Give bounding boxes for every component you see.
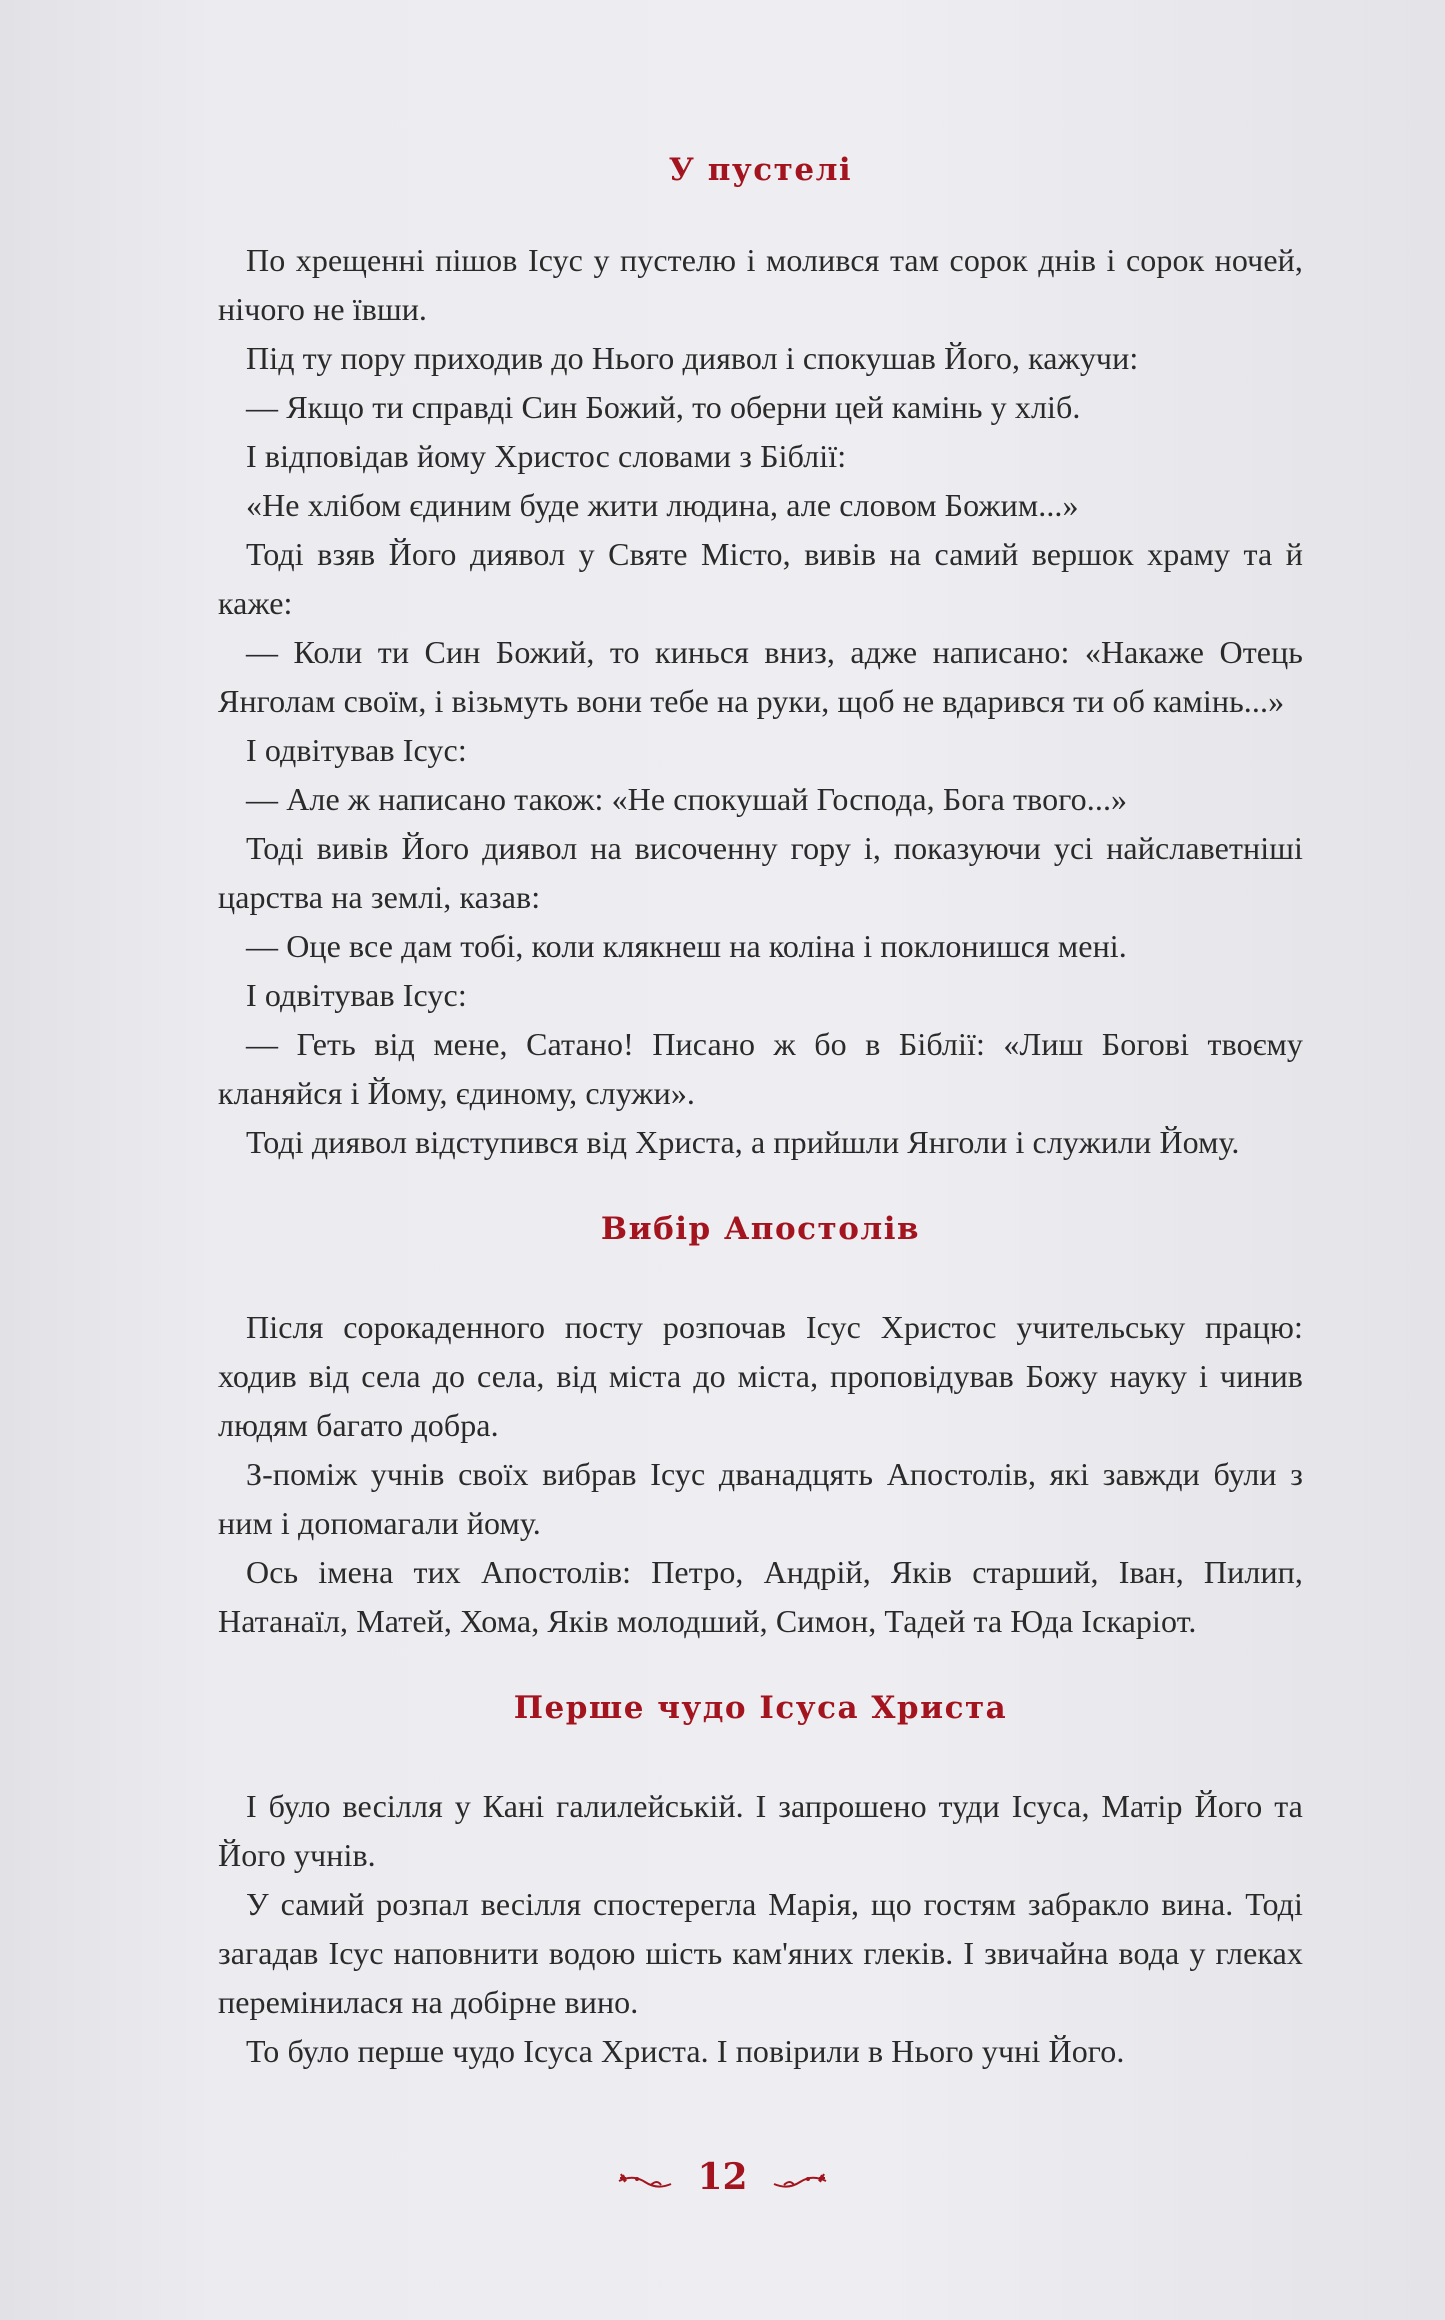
paragraph: Тоді вивів Його диявол на височенну гору і, показуючи усі найславетніші царства на землі, казав: [218, 830, 1303, 915]
section-title-apostles: Вибір Апостолів [600, 1211, 921, 1247]
section-first-miracle-body [218, 1782, 1303, 2076]
paragraph: Після сорокаденного посту розпочав Ісус Христос учительську працю: ходив від села до села, від міста до міста, проповідував Божу науку і чинив людям багато добра. [218, 1309, 1303, 1443]
section-title-desert: У пустелі [668, 152, 853, 188]
paragraph: По хрещенні пішов Ісус у пустелю і молився там сорок днів і сорок ночей, нічого не ївши. [218, 242, 1303, 327]
paragraph: Ось імена тих Апостолів: Петро, Андрій, Яків старший, Іван, Пилип, Натанаїл, Матей, Хома, Яків молодший, Симон, Тадей та Юда Іскаріот. [218, 1554, 1303, 1639]
paragraph: З-поміж учнів своїх вибрав Ісус дванадцять Апостолів, які завжди були з ним і допомагали йому. [218, 1456, 1303, 1541]
paragraph: — Оце все дам тобі, коли клякнеш на коліна і поклонишся мені. [246, 928, 1127, 964]
paragraph: Під ту пору приходив до Нього диявол і спокушав Його, кажучи: [246, 340, 1139, 376]
floral-ornament-icon [770, 2162, 830, 2192]
paragraph: — Але ж написано також: «Не спокушай Господа, Бога твого...» [246, 781, 1128, 817]
paragraph: І відповідав йому Христос словами з Біблії: [246, 438, 847, 474]
paragraph: Тоді взяв Його диявол у Святе Місто, вивів на самий вершок храму та й каже: [218, 536, 1303, 621]
paragraph: — Якщо ти справді Син Божий, то оберни цей камінь у хліб. [246, 389, 1081, 425]
paragraph: — Коли ти Син Божий, то кинься вниз, адже написано: «Накаже Отець Янголам своїм, і візьмуть вони тебе на руки, щоб не вдарився ти об камінь...» [218, 634, 1303, 719]
page-number: 12 [697, 2156, 748, 2198]
paragraph: «Не хлібом єдиним буде жити людина, але словом Божим...» [246, 487, 1079, 523]
floral-ornament-icon [615, 2162, 675, 2192]
section-apostles-body [218, 1303, 1303, 1646]
section-desert-body [218, 236, 1303, 1167]
page-number-footer [0, 2152, 1445, 2199]
section-title-first-miracle: Перше чудо Ісуса Христа [513, 1690, 1008, 1726]
paragraph: І було весілля у Кані галилейській. І запрошено туди Ісуса, Матір Його та Його учнів. [218, 1788, 1303, 1873]
paragraph: І одвітував Ісус: [246, 732, 467, 768]
page-content [218, 150, 1303, 2076]
paragraph: Тоді диявол відступився від Христа, а прийшли Янголи і служили Йому. [246, 1124, 1240, 1160]
paragraph: У самий розпал весілля спостерегла Марія, що гостям забракло вина. Тоді загадав Ісус наповнити водою шість кам'яних глеків. І звичайна вода у глеках перемінилася на добірне вино. [218, 1886, 1303, 2020]
paragraph: То було перше чудо Ісуса Христа. І повірили в Нього учні Його. [246, 2033, 1125, 2069]
paragraph: — Геть від мене, Сатано! Писано ж бо в Біблії: «Лиш Богові твоєму кланяйся і Йому, єдиному, служи». [218, 1026, 1303, 1111]
paragraph: І одвітував Ісус: [246, 977, 467, 1013]
